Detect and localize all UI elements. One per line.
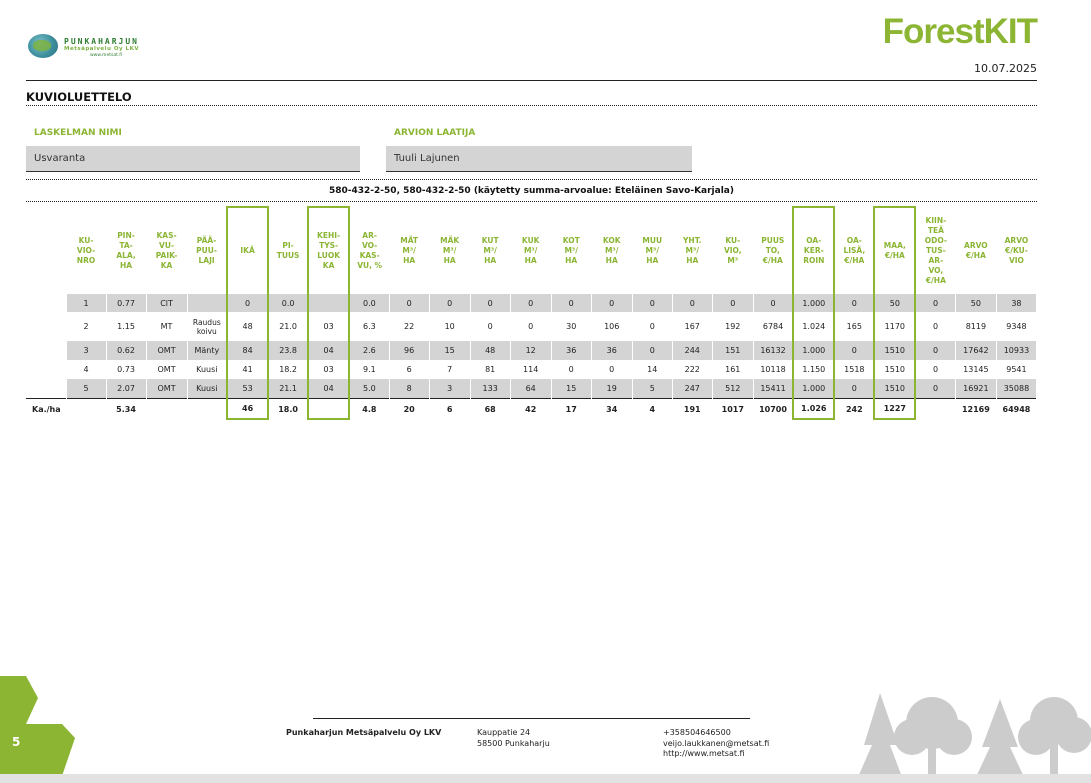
table-cell: 0 [389, 294, 429, 312]
table-header-cell: YHT. M³/ HA [682, 235, 702, 265]
table-header-cell: KUT M³/ HA [481, 235, 499, 265]
table-cell: 64 [510, 379, 551, 399]
table-cell: 1.15 [106, 312, 146, 341]
table-cell: 0 [834, 294, 874, 312]
total-cell: 17 [551, 399, 591, 420]
table-cell: 106 [591, 312, 632, 341]
company-logo-name: PUNKAHARJUN [64, 37, 139, 46]
total-cell: 5.34 [106, 399, 146, 420]
table-header-cell: KUK M³/ HA [521, 235, 540, 265]
table-header-cell: MÄT M³/ HA [400, 235, 419, 265]
table-cell: 38 [996, 294, 1036, 312]
table-cell: Mänty [187, 341, 227, 360]
table-cell: 0.62 [106, 341, 146, 360]
table-cell: 4 [66, 360, 106, 379]
table-header-row [26, 207, 1037, 294]
table-cell: 8119 [955, 312, 996, 341]
table-total-row [26, 399, 1037, 420]
table-cell: 167 [672, 312, 712, 341]
page-badge-shape [0, 676, 75, 776]
table-cell: 0 [470, 294, 510, 312]
table-cell: 16921 [955, 379, 996, 399]
table-cell: 21.1 [268, 379, 308, 399]
total-cell: 4.8 [349, 399, 389, 420]
table-cell: 1.000 [793, 379, 834, 399]
table-row [26, 379, 1037, 399]
table-cell: 0 [510, 294, 551, 312]
report-date: 10.07.2025 [974, 62, 1037, 75]
row-spacer [26, 379, 66, 399]
table-cell [187, 294, 227, 312]
forestkit-logo: ForestKIT [882, 12, 1037, 51]
footer-contact [663, 728, 769, 760]
footer-address [477, 728, 550, 749]
author-label: ARVION LAATIJA [394, 128, 476, 138]
table-cell: 0 [632, 294, 672, 312]
total-cell: 10700 [753, 399, 793, 420]
table-cell: 5.0 [349, 379, 389, 399]
header-divider [26, 80, 1037, 81]
table-cell: 50 [955, 294, 996, 312]
table-header-cell: OA- KER- ROIN [793, 207, 834, 294]
table-cell: 9348 [996, 312, 1036, 341]
total-cell: 1.026 [793, 399, 834, 420]
table-header-cell [26, 207, 66, 294]
table-cell: OMT [146, 341, 187, 360]
table-cell: 0 [632, 341, 672, 360]
table-header-cell: MUU M³/ HA [642, 235, 663, 265]
table-cell: 23.8 [268, 341, 308, 360]
table-cell: 04 [308, 341, 349, 360]
bottom-bar [0, 774, 1091, 783]
table-cell: 0 [915, 312, 955, 341]
table-row [26, 294, 1037, 312]
table-cell: 133 [470, 379, 510, 399]
total-cell [187, 399, 227, 420]
table-cell: 0 [429, 294, 470, 312]
table-header-cell: PÄÄ- PUU- LAJI [196, 235, 217, 265]
total-cell: 6 [429, 399, 470, 420]
table-cell: 0 [712, 294, 753, 312]
table-cell: Kuusi [187, 379, 227, 399]
globe-icon [28, 34, 58, 58]
calc-name-value: Usvaranta [26, 146, 360, 172]
table-cell: 96 [389, 341, 429, 360]
table-header-cell: KIIN- TEÄ ODO- TUS- AR- VO, €/HA [924, 215, 947, 285]
table-header-cell: KU- VIO, M³ [723, 235, 742, 265]
table-cell: 53 [227, 379, 268, 399]
table-cell: 0 [591, 360, 632, 379]
footer-phone: +358504646500 [663, 728, 731, 737]
table-row [26, 360, 1037, 379]
footer-company: Punkaharjun Metsäpalvelu Oy LKV [286, 728, 442, 737]
total-cell: 46 [227, 399, 268, 420]
table-cell: 15 [551, 379, 591, 399]
row-spacer [26, 360, 66, 379]
table-header-cell: OA- LISÄ, €/HA [843, 235, 866, 265]
table-cell: 50 [874, 294, 915, 312]
table-cell: 16132 [753, 341, 793, 360]
table-cell: 7 [429, 360, 470, 379]
footer-postal: 58500 Punkaharju [477, 738, 550, 748]
table-cell: 13145 [955, 360, 996, 379]
table-cell: Raudus koivu [187, 312, 227, 341]
table-cell: 17642 [955, 341, 996, 360]
table-cell: 81 [470, 360, 510, 379]
table-cell: 1.000 [793, 341, 834, 360]
table-cell: 244 [672, 341, 712, 360]
table-cell: 22 [389, 312, 429, 341]
table-cell: 0 [551, 294, 591, 312]
table-cell: 1 [66, 294, 106, 312]
table-cell: 48 [470, 341, 510, 360]
author-value: Tuuli Lajunen [386, 146, 692, 172]
table-cell: 0 [915, 379, 955, 399]
table-cell: 3 [66, 341, 106, 360]
table-cell: 165 [834, 312, 874, 341]
table-cell: 15 [429, 341, 470, 360]
total-cell: 191 [672, 399, 712, 420]
total-cell [146, 399, 187, 420]
table-cell: 2.07 [106, 379, 146, 399]
table-cell: 0 [834, 379, 874, 399]
table-cell: 2.6 [349, 341, 389, 360]
table-cell: 1.024 [793, 312, 834, 341]
table-top-divider [26, 201, 1037, 202]
table-cell: 6784 [753, 312, 793, 341]
table-cell: 161 [712, 360, 753, 379]
table-header-cell: ARVO €/KU- VIO [1004, 235, 1029, 265]
table-cell: 03 [308, 360, 349, 379]
table-cell: 1510 [874, 341, 915, 360]
table-cell: 21.0 [268, 312, 308, 341]
company-logo-url: www.metsat.fi [90, 53, 123, 58]
table-cell: 1510 [874, 360, 915, 379]
total-cell: 34 [591, 399, 632, 420]
table-cell: 0.73 [106, 360, 146, 379]
total-cell: 12169 [955, 399, 996, 420]
table-cell: 41 [227, 360, 268, 379]
table-header-cell: PI- TUUS [276, 240, 300, 260]
table-header-cell: KOT M³/ HA [562, 235, 580, 265]
total-cell: 64948 [996, 399, 1036, 420]
table-cell: 0 [632, 312, 672, 341]
table-cell: 10118 [753, 360, 793, 379]
table-cell: 1510 [874, 379, 915, 399]
calc-name-label: LASKELMAN NIMI [34, 128, 122, 138]
total-cell [915, 399, 955, 420]
table-cell: 0.77 [106, 294, 146, 312]
table-cell [308, 294, 349, 312]
table-cell: 0.0 [349, 294, 389, 312]
table-row [26, 312, 1037, 341]
table-header-cell: IKÄ [227, 207, 268, 294]
total-cell: 20 [389, 399, 429, 420]
table-cell: 10933 [996, 341, 1036, 360]
table-cell: OMT [146, 379, 187, 399]
table-cell: 6 [389, 360, 429, 379]
total-cell [308, 399, 349, 420]
table-cell: 5 [632, 379, 672, 399]
table-cell: 1.000 [793, 294, 834, 312]
table-cell: 8 [389, 379, 429, 399]
table-cell: 0 [470, 312, 510, 341]
table-cell: 0 [672, 294, 712, 312]
table-cell: 247 [672, 379, 712, 399]
footer-email: veijo.laukkanen@metsat.fi [663, 738, 770, 748]
total-cell: 42 [510, 399, 551, 420]
table-cell: 1.150 [793, 360, 834, 379]
table-header-cell: KAS- VU- PAIK- KA [155, 230, 178, 270]
caption-divider [26, 179, 1037, 180]
table-cell: 19 [591, 379, 632, 399]
table-cell: OMT [146, 360, 187, 379]
table-header-cell: KU- VIO- NRO [76, 235, 96, 265]
total-cell [66, 399, 106, 420]
table-cell: 222 [672, 360, 712, 379]
table-cell: 5 [66, 379, 106, 399]
table-header-cell: MAA, €/HA [874, 207, 915, 294]
total-cell: 18.0 [268, 399, 308, 420]
table-cell: ClT [146, 294, 187, 312]
table-cell: 192 [712, 312, 753, 341]
table-cell: 84 [227, 341, 268, 360]
table-cell: Kuusi [187, 360, 227, 379]
trees-illustration-icon [850, 685, 1091, 777]
table-cell: 0 [591, 294, 632, 312]
table-cell: 12 [510, 341, 551, 360]
page-number: 5 [12, 735, 21, 749]
table-cell: 0 [227, 294, 268, 312]
total-label: Ka./ha [26, 399, 66, 420]
table-cell: 0 [510, 312, 551, 341]
section-divider [26, 105, 1037, 106]
table-cell: 512 [712, 379, 753, 399]
total-cell: 242 [834, 399, 874, 420]
table-cell: 2 [66, 312, 106, 341]
table-cell: 48 [227, 312, 268, 341]
table-header-cell: KOK M³/ HA [602, 235, 621, 265]
footer-divider [313, 718, 750, 719]
table-cell: 9.1 [349, 360, 389, 379]
row-spacer [26, 294, 66, 312]
table-cell: 3 [429, 379, 470, 399]
table-header-cell: PIN- TA- ALA, HA [116, 230, 136, 270]
table-cell: 36 [551, 341, 591, 360]
table-cell: 0 [753, 294, 793, 312]
table-cell: 0 [834, 341, 874, 360]
table-cell: 6.3 [349, 312, 389, 341]
total-cell: 1017 [712, 399, 753, 420]
table-cell: 0 [915, 294, 955, 312]
table-header-cell: PUUS TO, €/HA [761, 235, 785, 265]
total-cell: 68 [470, 399, 510, 420]
row-spacer [26, 341, 66, 360]
table-cell: 03 [308, 312, 349, 341]
table-cell: 0.0 [268, 294, 308, 312]
table-cell: MT [146, 312, 187, 341]
table-cell: 30 [551, 312, 591, 341]
table-header-cell: MÄK M³/ HA [440, 235, 460, 265]
table-cell: 0 [915, 360, 955, 379]
table-cell: 1170 [874, 312, 915, 341]
company-logo-subtitle: Metsäpalvelu Oy LKV [64, 46, 140, 52]
footer-street: Kauppatie 24 [477, 728, 531, 737]
table-header-cell: KEHI- TYS- LUOK KA [308, 207, 349, 294]
table-cell: 151 [712, 341, 753, 360]
table-caption: 580-432-2-50, 580-432-2-50 (käytetty summa-arvoalue: Eteläinen Savo-Karjala) [329, 186, 734, 196]
footer-web: http://www.metsat.fi [663, 749, 745, 758]
row-spacer [26, 312, 66, 341]
table-cell: 1518 [834, 360, 874, 379]
table-cell: 9541 [996, 360, 1036, 379]
table-cell: 114 [510, 360, 551, 379]
table-cell: 36 [591, 341, 632, 360]
company-logo [28, 34, 160, 60]
total-cell: 1227 [874, 399, 915, 420]
total-cell: 4 [632, 399, 672, 420]
table-cell: 0 [551, 360, 591, 379]
stand-table [26, 206, 1037, 420]
section-title: KUVIOLUETTELO [26, 90, 132, 104]
table-cell: 0 [915, 341, 955, 360]
table-cell: 35088 [996, 379, 1036, 399]
table-cell: 10 [429, 312, 470, 341]
table-cell: 15411 [753, 379, 793, 399]
table-cell: 14 [632, 360, 672, 379]
table-cell: 04 [308, 379, 349, 399]
table-row [26, 341, 1037, 360]
table-header-cell: AR- VO- KAS- VU, % [357, 230, 383, 270]
table-header-cell: ARVO €/HA [964, 240, 988, 260]
table-cell: 18.2 [268, 360, 308, 379]
